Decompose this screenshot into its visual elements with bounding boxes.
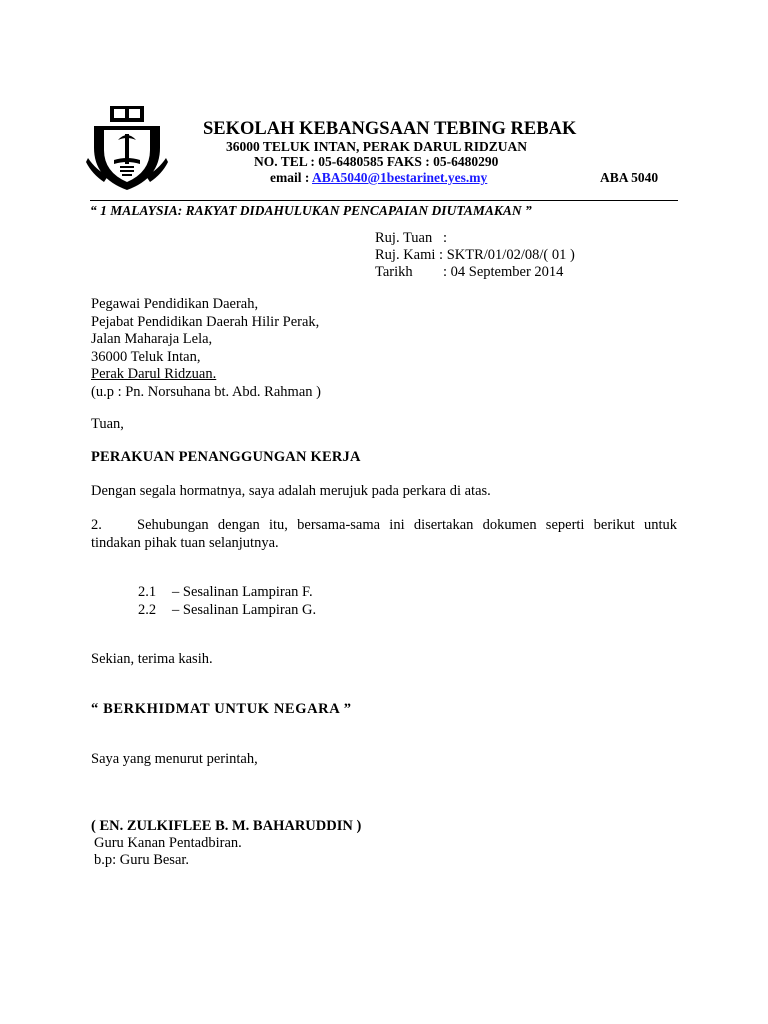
school-name: SEKOLAH KEBANGSAAN TEBING REBAK [203,119,577,139]
header-divider [90,200,678,201]
body-paragraph-2 [91,517,677,552]
sign-off: Saya yang menurut perintah, [91,751,258,767]
paragraph-number: 2. [91,517,102,533]
motto: “ BERKHIDMAT UNTUK NEGARA ” [91,701,352,717]
signatory-title: Guru Kanan Pentadbiran. [94,835,242,851]
item-text: – Sesalinan Lampiran G. [172,602,317,618]
slogan: “ 1 MALAYSIA: RAKYAT DIDAHULUKAN PENCAPAIAN DIUTAMAKAN ” [90,203,532,218]
item-number: 2.1 [138,584,157,600]
ref-sep: : [443,230,448,246]
school-code: ABA 5040 [600,170,659,185]
list-item [138,583,316,601]
item-text: – Sesalinan Lampiran F. [172,584,313,600]
ref-label: Tarikh [375,264,413,280]
recipient-attention: (u.p : Pn. Norsuhana bt. Abd. Rahman ) [91,383,321,400]
body-paragraph-1: Dengan segala hormatnya, saya adalah merujuk pada perkara di atas. [91,483,491,499]
paragraph-line: Sehubungan dengan itu, bersama-sama ini disertakan dokumen seperti berikut untuk [137,517,677,533]
ref-label: Ruj. Tuan [375,230,433,246]
ref-sep: : [439,247,444,263]
ref-label: Ruj. Kami [375,247,436,263]
closing-text: Sekian, terima kasih. [91,651,213,667]
reference-block [375,230,575,281]
ref-value: SKTR/01/02/08/( 01 ) [446,247,575,263]
school-address: 36000 TELUK INTAN, PERAK DARUL RIDZUAN [226,139,528,154]
signatory-name: ( EN. ZULKIFLEE B. M. BAHARUDDIN ) [91,818,362,834]
salutation: Tuan, [91,416,124,432]
ref-sep: : [443,264,448,280]
school-email-line [270,170,487,186]
email-label: email : [270,170,312,185]
ref-row-tarikh [375,264,575,281]
letter-subject: PERAKUAN PENANGGUNGAN KERJA [91,449,361,465]
recipient-line: Pejabat Pendidikan Daerah Hilir Perak, [91,313,320,330]
recipient-line: 36000 Teluk Intan, [91,348,201,365]
recipient-line: Pegawai Pendidikan Daerah, [91,296,259,312]
school-crest-logo [86,100,168,192]
item-number: 2.2 [138,602,157,618]
list-item [138,601,316,619]
recipient-address [91,296,321,401]
ref-row-ruj-tuan [375,230,575,247]
email-link[interactable]: ABA5040@1bestarinet.yes.my [312,170,488,185]
ref-row-ruj-kami [375,247,575,264]
paragraph-line: tindakan pihak tuan selanjutnya. [91,535,279,551]
attachment-list [138,583,316,619]
ref-value: 04 September 2014 [450,264,564,280]
school-phone-fax: NO. TEL : 05-6480585 FAKS : 05-6480290 [254,154,499,169]
recipient-line: Perak Darul Ridzuan. [91,366,217,382]
signatory-on-behalf: b.p: Guru Besar. [94,852,190,868]
recipient-line: Jalan Maharaja Lela, [91,331,213,347]
